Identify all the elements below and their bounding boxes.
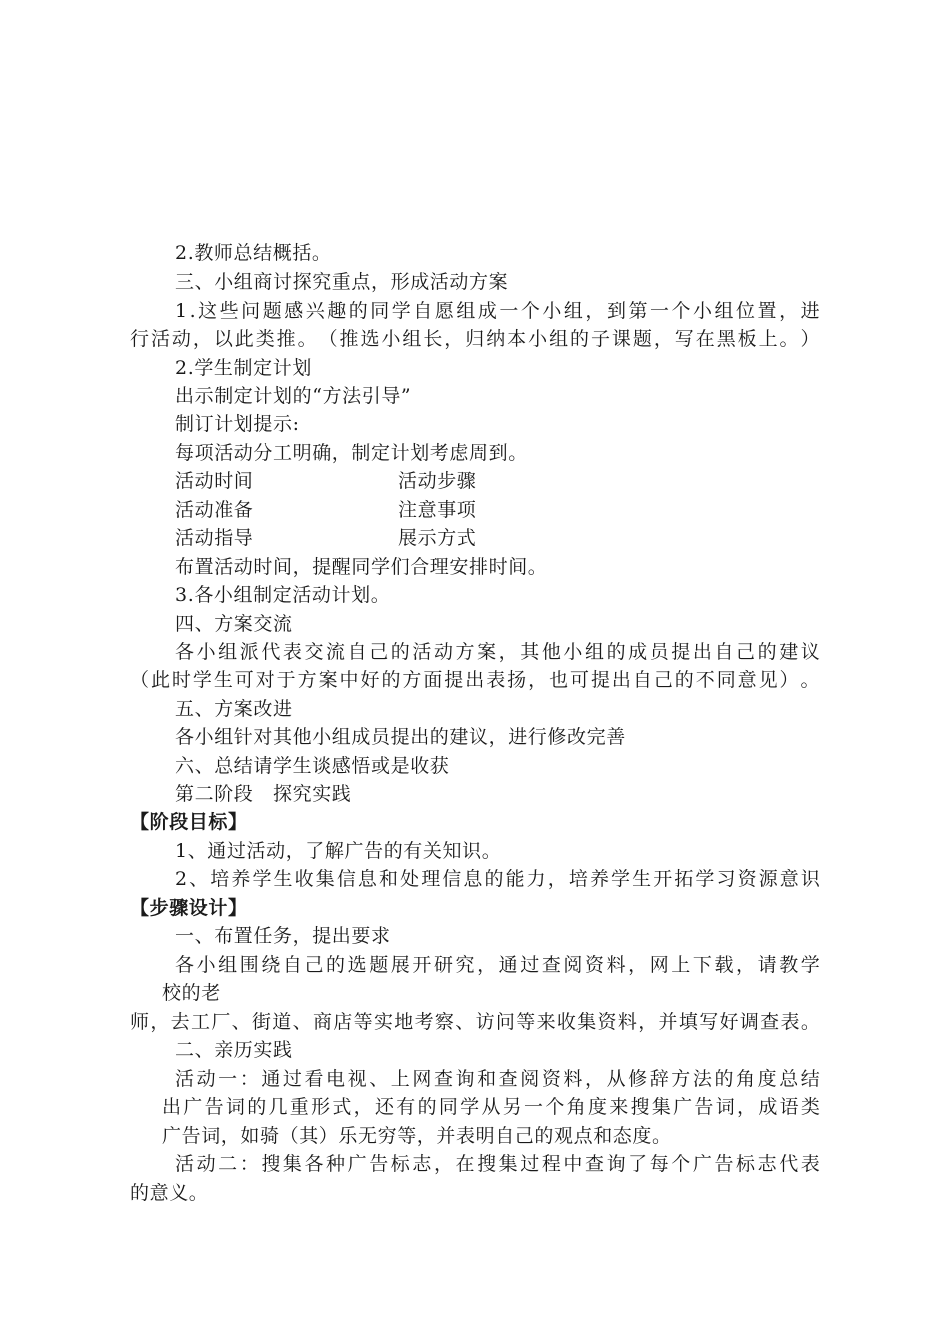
section-heading: 三、小组商讨探究重点，形成活动方案: [175, 271, 509, 293]
text-line: 行 活 动 ， 以 此 类 推 。 （ 推 选 小 组 长 ， 归 纳 本 小 组 的 子 课 题 ， 写 在 黑 板 上 。 ）: [130, 328, 820, 350]
section-heading: 四、方案交流: [175, 613, 293, 635]
plan-item: 活动准备: [175, 499, 254, 521]
plan-item: 活动指导: [175, 527, 254, 549]
text-line: 各小组针对其他小组成员提出的建议，进行修改完善: [175, 726, 626, 748]
section-heading: 六、总结请学生谈感悟或是收获: [175, 755, 450, 777]
section-heading: 二、亲历实践: [175, 1039, 293, 1061]
text-line: 出 广 告 词 的 几 重 形 式 ， 还 有 的 同 学 从 另 一 个 角 度 来 搜 集 广 告 词 ， 成 语 类: [162, 1096, 820, 1118]
plan-item: 活动步骤: [398, 470, 477, 492]
text-line: 2 、 培 养 学 生 收 集 信 息 和 处 理 信 息 的 能 力 ， 培 养 学 生 开 拓 学 习 资 源 意 识: [175, 868, 820, 890]
bracket-heading: 【步骤设计】: [130, 897, 248, 919]
text-line: （ 此 时 学 生 可 对 于 方 案 中 好 的 方 面 提 出 表 扬 ， 也 可 提 出 自 己 的 不 同 意 见 ） 。: [130, 669, 820, 691]
text-line: 活 动 一 ： 通 过 看 电 视 、 上 网 查 询 和 查 阅 资 料 ， 从 修 辞 方 法 的 角 度 总 结: [175, 1068, 820, 1090]
text-line: 各 小 组 派 代 表 交 流 自 己 的 活 动 方 案 ， 其 他 小 组 的 成 员 提 出 自 己 的 建 议: [175, 641, 820, 663]
text-line: 的意义。: [130, 1182, 209, 1204]
text-line: 2.学生制定计划: [175, 357, 312, 379]
text-line: 制订计划提示:: [175, 413, 300, 435]
text-line: 3.各小组制定活动计划。: [175, 584, 391, 606]
text-line: 校的老: [162, 982, 221, 1004]
bracket-heading: 【阶段目标】: [130, 811, 248, 833]
section-heading: 一、布置任务，提出要求: [175, 925, 391, 947]
text-line: 2.教师总结概括。: [175, 242, 332, 264]
text-line: 师 ， 去 工 厂 、 街 道 、 商 店 等 实 地 考 察 、 访 问 等 来 收 集 资 料 ， 并 填 写 好 调 查 表 。: [130, 1011, 820, 1033]
section-heading: 五、方案改进: [175, 698, 293, 720]
stage-heading: 第二阶段 探究实践: [175, 783, 352, 805]
text-line: 1 . 这 些 问 题 感 兴 趣 的 同 学 自 愿 组 成 一 个 小 组 ， 到 第 一 个 小 组 位 置 ， 进: [175, 300, 820, 322]
plan-item: 活动时间: [175, 470, 254, 492]
text-line: 出示制定计划的“方法引导”: [175, 385, 412, 407]
text-line: 1、通过活动，了解广告的有关知识。: [175, 840, 502, 862]
text-line: 活 动 二 ： 搜 集 各 种 广 告 标 志 ， 在 搜 集 过 程 中 查 询 了 每 个 广 告 标 志 代 表: [175, 1153, 820, 1175]
text-line: 布置活动时间，提醒同学们合理安排时间。: [175, 556, 548, 578]
plan-item: 注意事项: [398, 499, 477, 521]
text-line: 各 小 组 围 绕 自 己 的 选 题 展 开 研 究 ， 通 过 查 阅 资 料 ， 网 上 下 载 ， 请 教 学: [175, 954, 820, 976]
text-line: 每项活动分工明确，制定计划考虑周到。: [175, 442, 528, 464]
text-line: 广告词，如骑（其）乐无穷等，并表明自己的观点和态度。: [162, 1125, 672, 1147]
plan-item: 展示方式: [398, 527, 477, 549]
